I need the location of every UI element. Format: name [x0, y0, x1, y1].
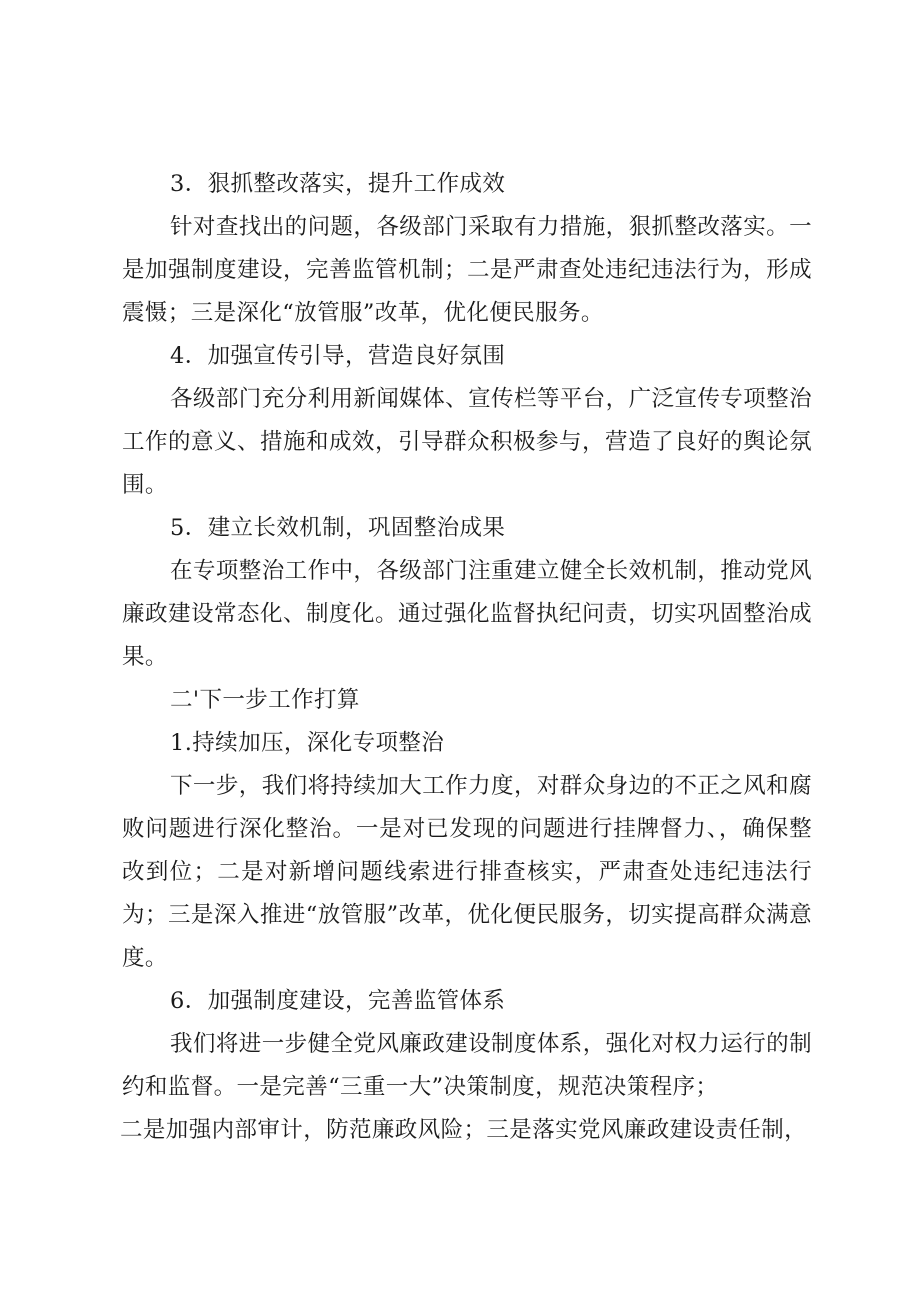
section-heading-3: 3．狠抓整改落实，提升工作成效	[170, 171, 506, 197]
paragraph-publicity: 各级部门充分利用新闻媒体、宣传栏等平台，广泛宣传专项整治工作的意义、措施和成效，引导群众积极参与，营造了良好的舆论氛围。	[122, 386, 812, 498]
section-heading-5: 5．建立长效机制，巩固整治成果	[170, 515, 506, 541]
section-heading-4: 4．加强宣传引导，营造良好氛围	[170, 343, 506, 369]
paragraph-system-building: 我们将进一步健全党风廉政建设制度体系，强化对权力运行的制约和监督。一是完善“三重一大”决策制度，规范决策程序；	[122, 1031, 812, 1100]
document-body	[122, 163, 812, 1152]
paragraph-system-building-continued: 二是加强内部审计，防范廉政风险；三是落实党风廉政建设责任制，	[120, 1117, 808, 1143]
section-heading-1: 1.持续加压，深化专项整治	[170, 730, 445, 756]
paragraph-deepen-rectification: 下一步，我们将持续加大工作力度，对群众身边的不正之风和腐败问题进行深化整治。一是对已发现的问题进行挂牌督力、，确保整改到位；二是对新增问题线索进行排查核实，严肃查处违纪违法行为；三是深入推进“放管服”改革，优化便民服务，切实提高群众满意度。	[122, 773, 812, 971]
paragraph-long-term-mechanism: 在专项整治工作中，各级部门注重建立健全长效机制，推动党风廉政建设常态化、制度化。通过强化监督执纪问责，切实巩固整治成果。	[122, 558, 812, 670]
paragraph-rectification: 针对查找出的问题，各级部门采取有力措施，狠抓整改落实。一是加强制度建设，完善监管机制；二是严肃查处违纪违法行为，形成震慑；三是深化“放管服”改革，优化便民服务。	[122, 214, 812, 326]
part-heading-next-steps: 二'下一步工作打算	[170, 687, 360, 713]
section-heading-6: 6．加强制度建设，完善监管体系	[170, 988, 506, 1014]
